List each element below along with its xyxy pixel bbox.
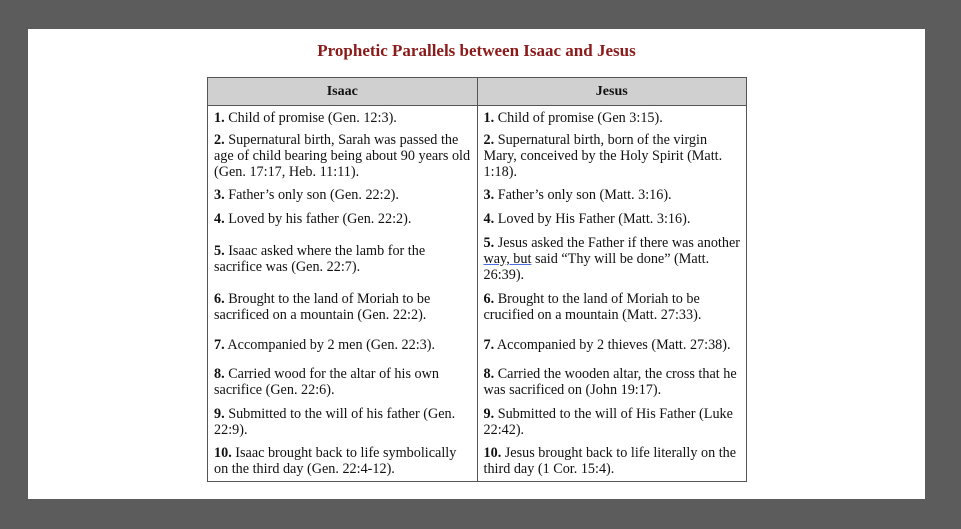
parallels-table (207, 77, 747, 482)
jesus-cell (477, 442, 747, 482)
table-row (208, 327, 747, 363)
row-number: 5. (483, 235, 495, 251)
isaac-cell (208, 402, 478, 442)
isaac-cell (208, 130, 478, 183)
row-number: 5. (214, 243, 225, 259)
cell-text: Accompanied by 2 thieves (Matt. 27:38). (496, 336, 731, 353)
cell-text: Child of promise (Gen 3:15). (497, 109, 663, 126)
row-number: 1. (214, 109, 225, 126)
table-row (208, 207, 747, 231)
isaac-cell (208, 327, 478, 363)
table-row (208, 288, 747, 327)
document-page (28, 29, 925, 499)
cell-text: said “Thy will be done” (Matt. 26:39). (483, 251, 710, 283)
isaac-cell (208, 231, 478, 288)
table-row (208, 183, 747, 207)
isaac-cell (208, 288, 478, 327)
row-number: 1. (483, 109, 495, 126)
table-row (208, 130, 747, 183)
isaac-cell (208, 363, 478, 402)
row-number: 9. (214, 405, 225, 422)
row-number: 9. (483, 405, 495, 422)
cell-text: Supernatural birth, Sarah was passed the age of child bearing being about 90 years old (Gen. 17:17, Heb. 11:11). (214, 132, 471, 180)
isaac-cell (208, 442, 478, 482)
cell-text: Jesus asked the Father if there was another (497, 235, 740, 251)
table-row (208, 442, 747, 482)
cell-text: Jesus brought back to life literally on the third day (1 Cor. 15:4). (483, 445, 737, 478)
table-header-row (208, 78, 747, 106)
row-number: 3. (214, 186, 225, 203)
cell-text: Loved by His Father (Matt. 3:16). (497, 210, 691, 227)
jesus-cell (477, 231, 747, 288)
row-number: 8. (483, 366, 495, 382)
cell-text: Father’s only son (Gen. 22:2). (228, 186, 399, 203)
isaac-cell (208, 207, 478, 231)
isaac-cell (208, 183, 478, 207)
jesus-cell (477, 130, 747, 183)
cell-text: Carried wood for the altar of his own sacrifice (Gen. 22:6). (214, 366, 439, 398)
cell-text: Isaac brought back to life symbolically on the third day (Gen. 22:4-12). (214, 445, 457, 478)
row-number: 10. (483, 445, 502, 462)
jesus-cell (477, 207, 747, 231)
header-isaac: Isaac (208, 78, 478, 106)
row-number: 7. (214, 336, 225, 353)
row-number: 6. (483, 291, 495, 307)
table-row (208, 106, 747, 130)
document-title: Prophetic Parallels between Isaac and Jesus (317, 41, 636, 60)
cell-text: Supernatural birth, born of the virgin Mary, conceived by the Holy Spirit (Matt. 1:18). (483, 132, 723, 180)
row-number: 8. (214, 366, 225, 382)
cell-text: Loved by his father (Gen. 22:2). (228, 210, 412, 227)
jesus-cell (477, 402, 747, 442)
row-number: 2. (483, 132, 495, 148)
row-number: 10. (214, 445, 232, 462)
cell-text: Brought to the land of Moriah to be sacrificed on a mountain (Gen. 22:2). (214, 291, 431, 323)
cell-text: Submitted to the will of His Father (Luke 22:42). (483, 405, 733, 438)
jesus-cell (477, 106, 747, 130)
table-row (208, 231, 747, 288)
header-jesus: Jesus (477, 78, 747, 106)
cell-text: Isaac asked where the lamb for the sacrifice was (Gen. 22:7). (214, 243, 426, 275)
row-number: 3. (483, 186, 495, 203)
underlined-text: way, but (483, 251, 532, 267)
jesus-cell (477, 288, 747, 327)
jesus-cell (477, 327, 747, 363)
jesus-cell (477, 183, 747, 207)
row-number: 4. (483, 210, 495, 227)
table-row (208, 363, 747, 402)
row-number: 6. (214, 291, 225, 307)
row-number: 7. (483, 336, 495, 353)
isaac-cell (208, 106, 478, 130)
cell-text: Carried the wooden altar, the cross that he was sacrificed on (John 19:17). (483, 366, 737, 398)
row-number: 2. (214, 132, 225, 148)
table-row (208, 402, 747, 442)
cell-text: Brought to the land of Moriah to be crucified on a mountain (Matt. 27:33). (483, 291, 702, 323)
cell-text: Accompanied by 2 men (Gen. 22:3). (227, 336, 436, 353)
jesus-cell (477, 363, 747, 402)
row-number: 4. (214, 210, 225, 227)
cell-text: Submitted to the will of his father (Gen. 22:9). (214, 405, 456, 438)
cell-text: Father’s only son (Matt. 3:16). (497, 186, 672, 203)
cell-text: Child of promise (Gen. 12:3). (228, 109, 397, 126)
